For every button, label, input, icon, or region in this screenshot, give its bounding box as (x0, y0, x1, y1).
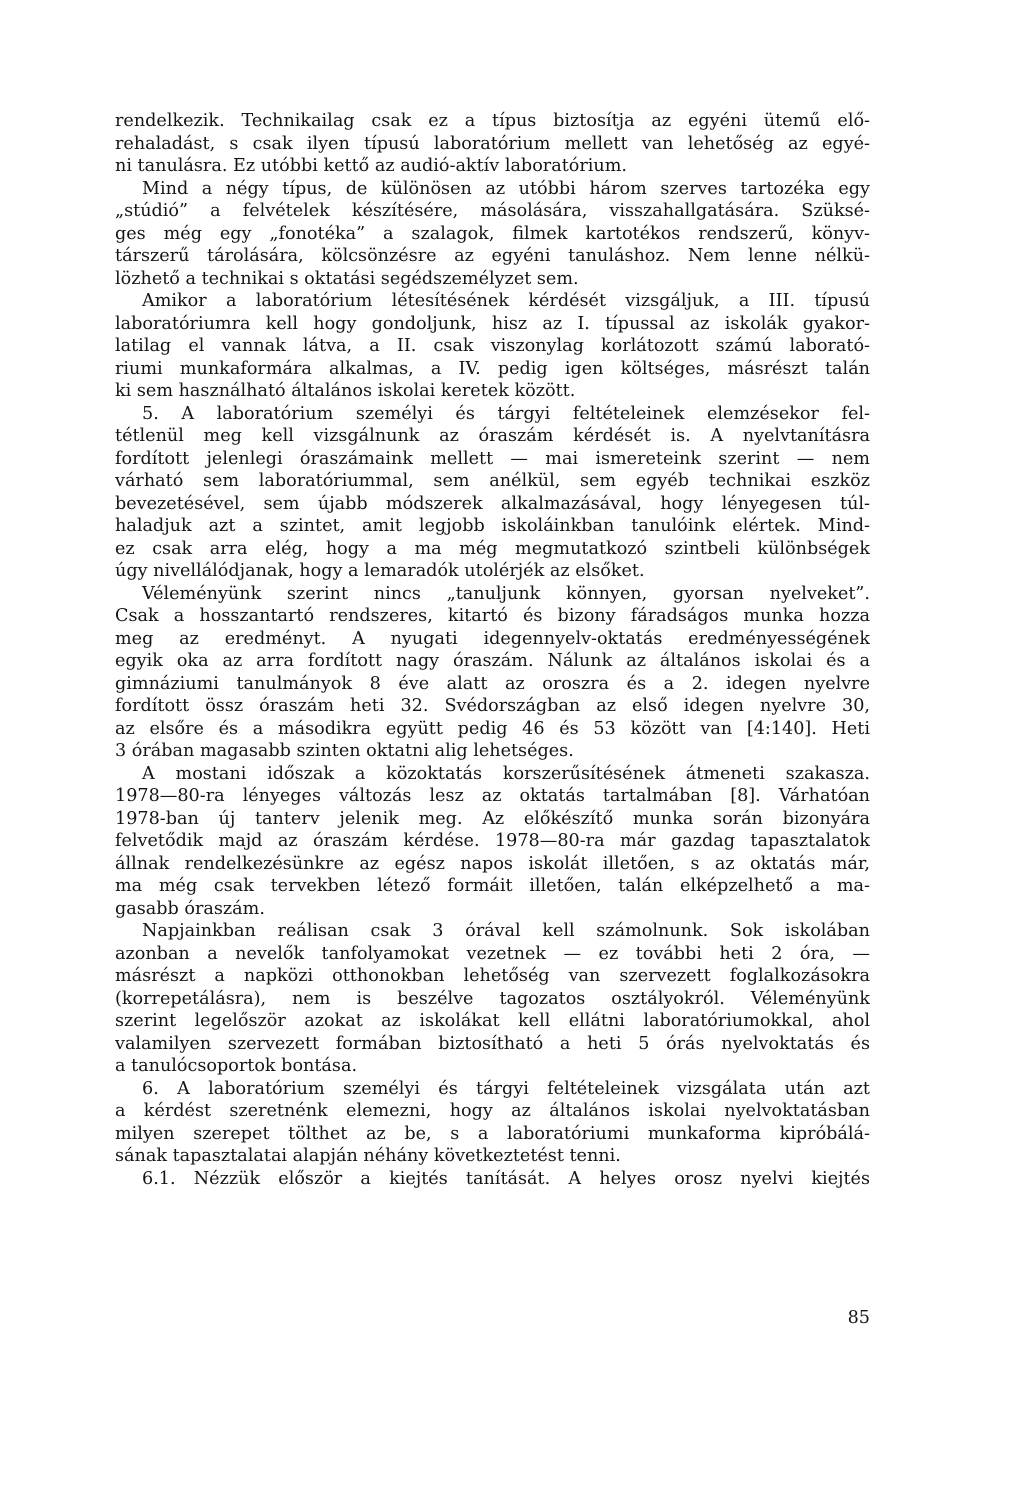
text-line: fordított jelenlegi óraszámaink mellett — mai ismereteink szerint — nem (115, 448, 870, 469)
text-line: bevezetésével, sem újabb módszerek alkalmazásával, hogy lényegesen túl- (115, 493, 870, 514)
text-line: a kérdést szeretnénk elemezni, hogy az általános iskolai nyelvoktatásban (115, 1101, 870, 1121)
text-line: riumi munkaformára alkalmas, a IV. pedig igen költséges, másrészt talán (115, 358, 870, 379)
text-line: egyik oka az arra fordított nagy óraszám. Nálunk az általános iskolai és a (115, 651, 870, 671)
text-line: ma még csak tervekben létező formáit illetően, talán elképzelhető a ma- (115, 876, 870, 896)
text-line: gasabb óraszám. (115, 898, 265, 919)
text-line: valamilyen szervezett formában biztosítható a heti 5 órás nyelvoktatás és (115, 1033, 870, 1054)
text-line: felvetődik majd az óraszám kérdése. 1978—80-ra már gazdag tapasztalatok (115, 831, 870, 851)
text-line: a tanulócsoportok bontása. (115, 1056, 358, 1076)
text-line: „stúdió” a felvételek készítésére, másolására, visszahallgatására. Szüksé- (115, 201, 870, 221)
text-line: gimnáziumi tanulmányok 8 éve alatt az oroszra és a 2. idegen nyelvre (115, 673, 870, 694)
page-number: 85 (847, 1308, 870, 1328)
text-line: várható sem laboratóriummal, sem anélkül, sem egyéb technikai eszköz (115, 471, 870, 491)
text-line: 6.1. Nézzük először a kiejtés tanítását. A helyes orosz nyelvi kiejtés (142, 1168, 870, 1189)
text-line: 1978—80-ra lényeges változás lesz az oktatás tartalmában [8]. Várhatóan (115, 786, 870, 806)
text-line: lözhető a technikai s oktatási segédszemélyzet sem. (115, 268, 579, 289)
text-line: (korrepetálásra), nem is beszélve tagozatos osztályokról. Véleményünk (115, 988, 870, 1009)
text-line: Napjainkban reálisan csak 3 órával kell számolnunk. Sok iskolában (142, 921, 870, 941)
text-line: Amikor a laboratórium létesítésének kérdését vizsgáljuk, a III. típusú (142, 291, 870, 311)
text-line: fordított össz óraszám heti 32. Svédországban az első idegen nyelvre 30, (115, 696, 870, 716)
text-line: haladjuk azt a szintet, amit legjobb iskoláinkban tanulóink elértek. Mind- (115, 516, 870, 536)
text-line: latilag el vannak látva, a II. csak viszonylag korlátozott számú laborató- (115, 336, 870, 356)
text-line: ni tanulásra. Ez utóbbi kettő az audió-aktív laboratórium. (115, 156, 627, 176)
text-line: laboratóriumra kell hogy gondoljunk, hisz az I. típussal az iskolák gyakor- (115, 313, 870, 334)
text-line: ki sem használható általános iskolai keretek között. (115, 381, 576, 401)
text-line: milyen szerepet tölthet az be, s a laboratóriumi munkaforma kipróbálá- (115, 1123, 870, 1144)
text-line: 3 órában magasabb szinten oktatni alig lehetséges. (115, 741, 574, 761)
text-line: úgy nivellálódjanak, hogy a lemaradók utolérjék az elsőket. (115, 561, 645, 581)
text-line: ges még egy „fonotéka” a szalagok, filmek kartotékos rendszerű, könyv- (115, 223, 870, 244)
text-line: ez csak arra elég, hogy a ma még megmutatkozó szintbeli különbségek (115, 538, 870, 559)
text-line: tétlenül meg kell vizsgálnunk az óraszám kérdését is. A nyelvtanításra (115, 426, 870, 446)
text-line: Véleményünk szerint nincs „tanuljunk könnyen, gyorsan nyelveket”. (142, 583, 870, 604)
text-line: azonban a nevelők tanfolyamokat vezetnek — ez további heti 2 óra, — (115, 943, 870, 964)
text-line: szerint legelőször azokat az iskolákat kell ellátni laboratóriumokkal, ahol (115, 1011, 870, 1031)
text-line: A mostani időszak a közoktatás korszerűsítésének átmeneti szakasza. (142, 763, 870, 784)
text-line: meg az eredményt. A nyugati idegennyelv-oktatás eredményességének (115, 628, 870, 649)
text-line: 6. A laboratórium személyi és tárgyi feltételeinek vizsgálata után azt (142, 1078, 870, 1099)
text-line: Mind a négy típus, de különösen az utóbbi három szerves tartozéka egy (142, 178, 870, 199)
text-line: társzerű tárolására, kölcsönzésre az egyéni tanuláshoz. Nem lenne nélkü- (115, 246, 870, 266)
text-line: 1978-ban új tanterv jelenik meg. Az előkészítő munka során bizonyára (115, 808, 870, 829)
text-line: másrészt a napközi otthonokban lehetőség van szervezett foglalkozásokra (115, 966, 870, 986)
text-line: az elsőre és a másodikra együtt pedig 46 és 53 között van [4:140]. Heti (115, 718, 870, 739)
text-line: sának tapasztalatai alapján néhány következtetést tenni. (115, 1146, 621, 1166)
text-line: 5. A laboratórium személyi és tárgyi feltételeinek elemzésekor fel- (142, 403, 870, 424)
text-line: rehaladást, s csak ilyen típusú laboratórium mellett van lehetőség az egyé- (115, 133, 870, 154)
text-line: állnak rendelkezésünkre az egész napos iskolát illetően, s az oktatás már, (115, 853, 870, 874)
body-text (115, 110, 870, 1190)
text-line: Csak a hosszantartó rendszeres, kitartó és bizony fáradságos munka hozza (115, 606, 870, 626)
text-line: rendelkezik. Technikailag csak ez a típus biztosítja az egyéni ütemű elő- (115, 111, 870, 131)
